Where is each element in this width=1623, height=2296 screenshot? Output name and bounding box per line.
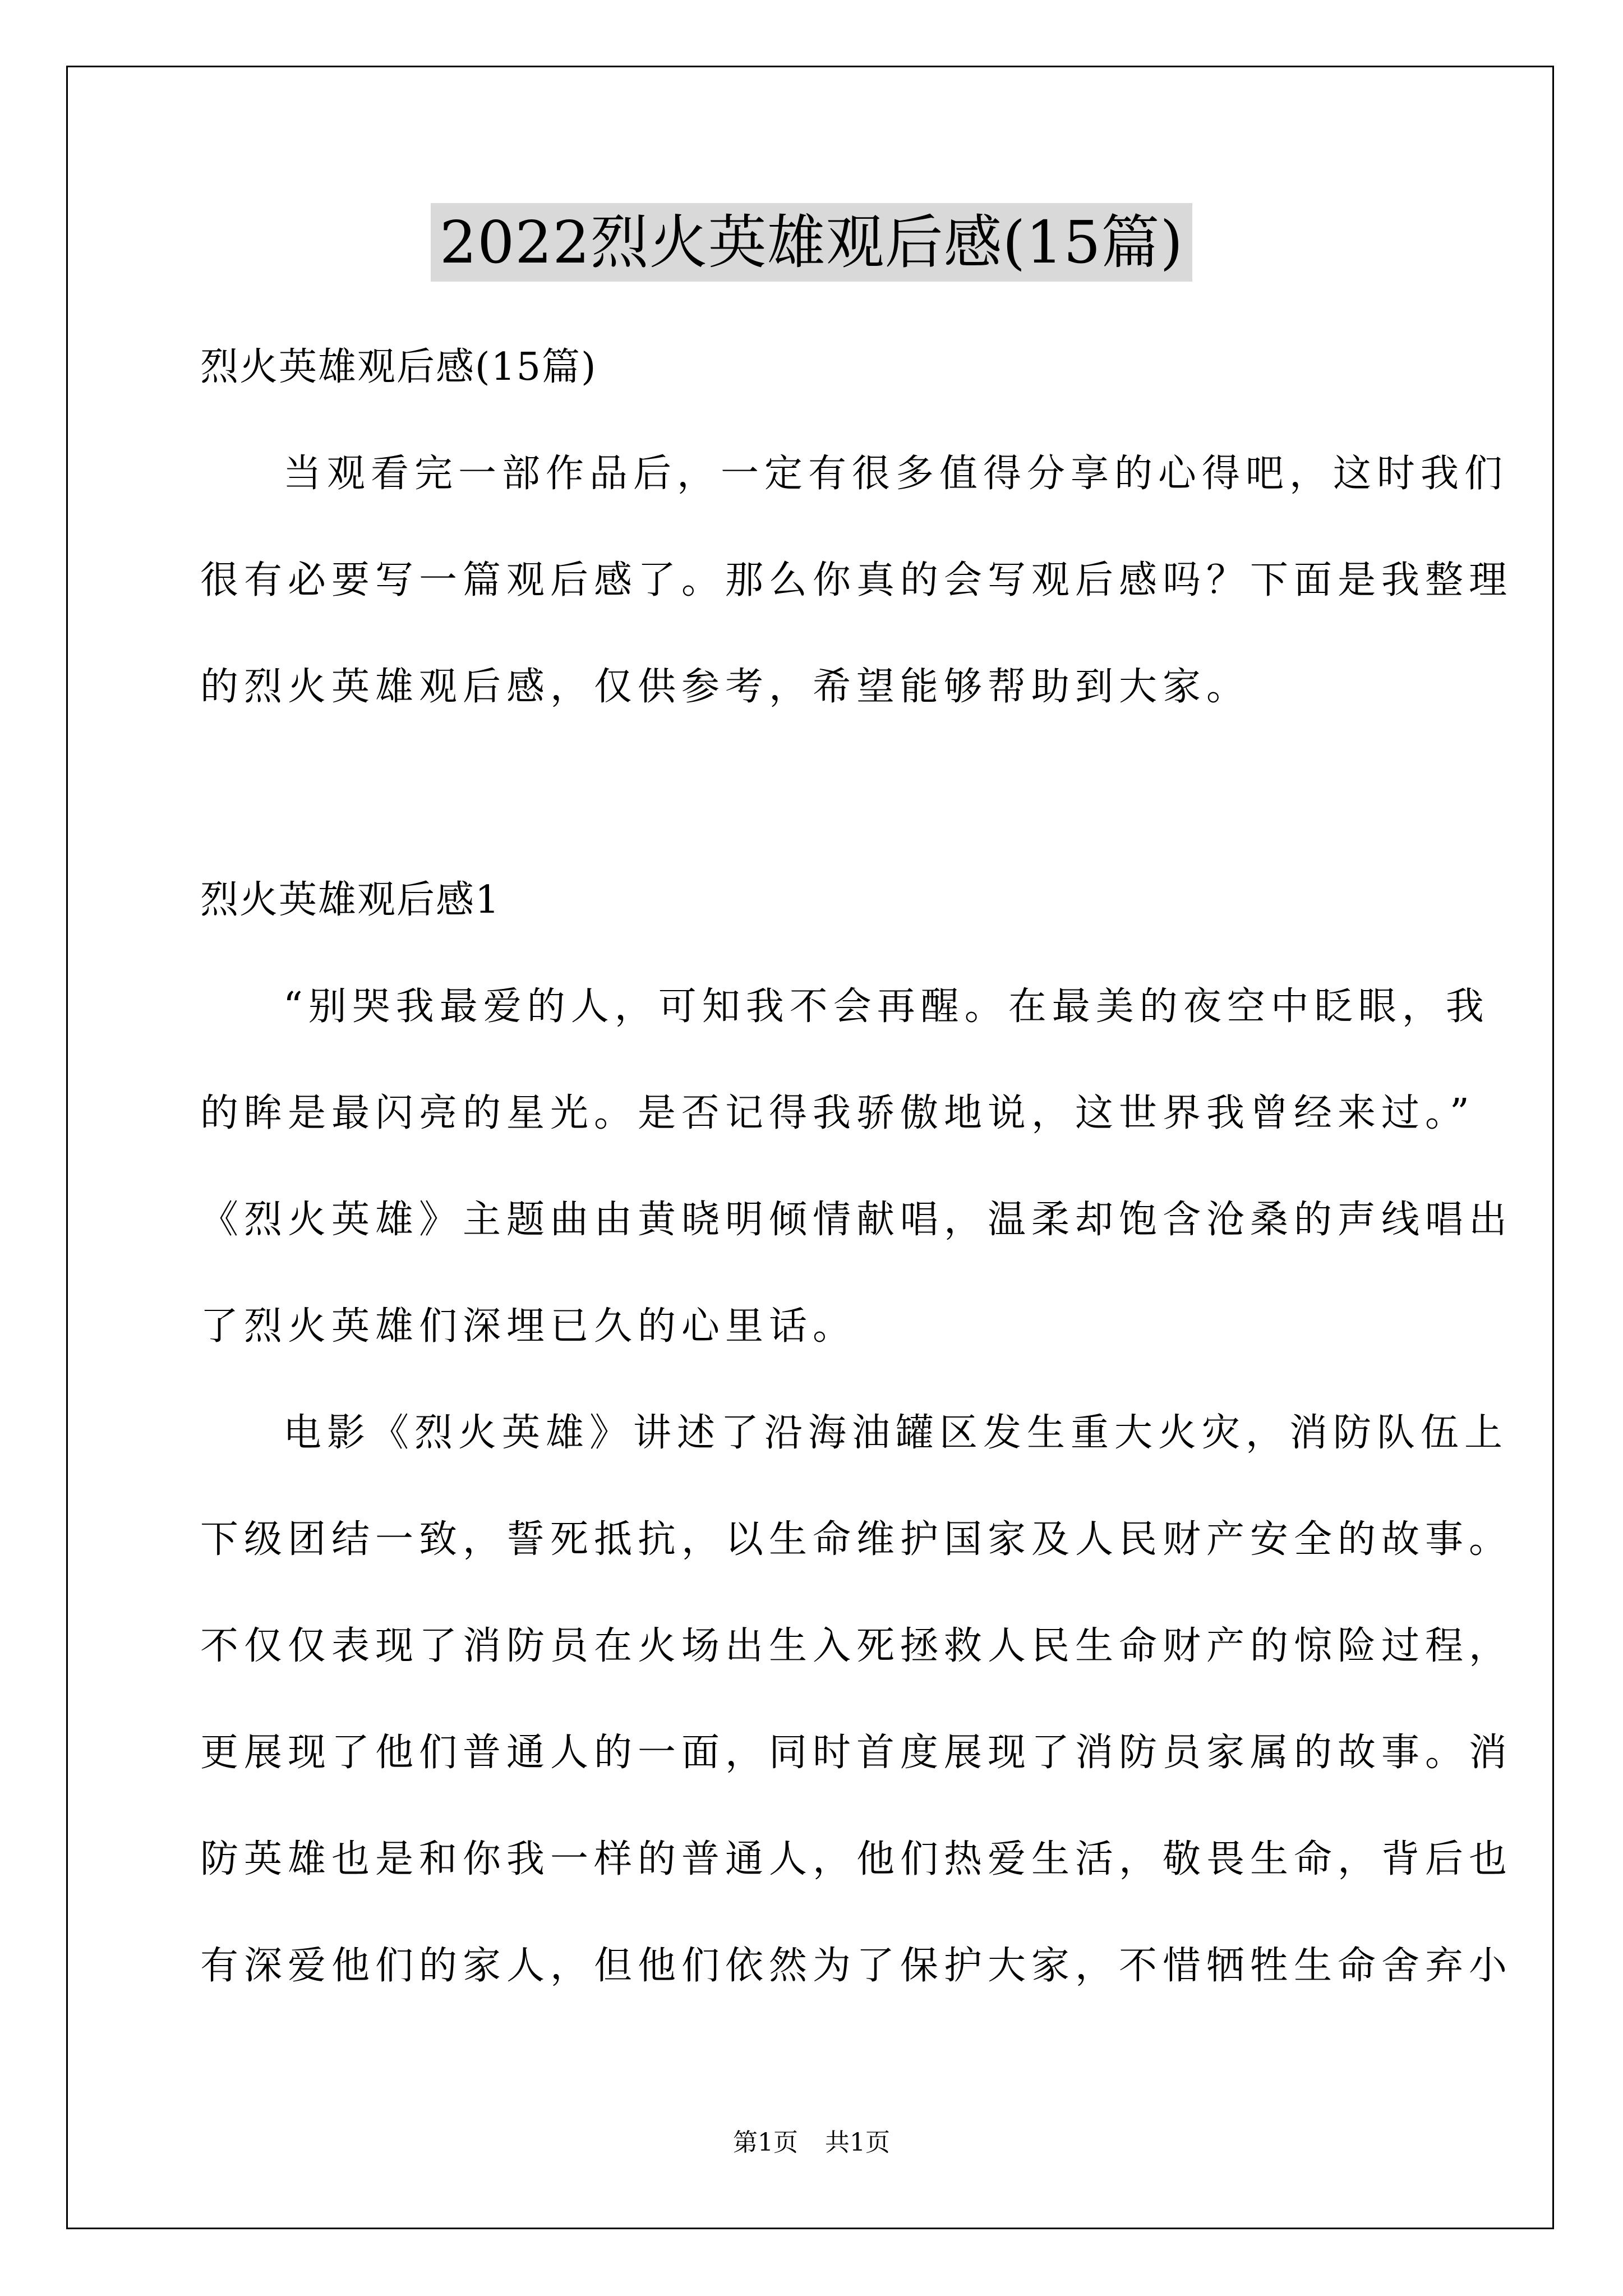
blank-line <box>200 740 1434 847</box>
paragraph-line: 电影《烈火英雄》讲述了沿海油罐区发生重大火灾，消防队伍上 <box>283 1411 1509 1455</box>
document-subtitle: 烈火英雄观后感(15篇) <box>200 345 597 389</box>
page-total: 共1页 <box>825 2128 890 2157</box>
paragraph-line: 不仅仅表现了消防员在火场出生入死拯救人民生命财产的惊险过程， <box>200 1624 1513 1668</box>
document-body <box>200 314 1513 2019</box>
paragraph-line: 下级团结一致，誓死抵抗，以生命维护国家及人民财产安全的故事。 <box>200 1517 1513 1562</box>
paragraph-line: 更展现了他们普通人的一面，同时首度展现了消防员家属的故事。消 <box>200 1731 1513 1775</box>
intro-line: 当观看完一部作品后，一定有很多值得分享的心得吧，这时我们 <box>283 452 1509 496</box>
intro-line: 很有必要写一篇观后感了。那么你真的会写观后感吗？下面是我整理 <box>200 558 1513 602</box>
section-heading: 烈火英雄观后感1 <box>200 878 501 922</box>
paragraph-line: 防英雄也是和你我一样的普通人，他们热爱生活，敬畏生命，背后也 <box>200 1837 1513 1881</box>
paragraph-line: 了烈火英雄们深埋已久的心里话。 <box>200 1304 857 1349</box>
title-container <box>0 203 1623 282</box>
document-title: 2022烈火英雄观后感(15篇) <box>431 203 1192 282</box>
page-footer <box>0 2126 1623 2160</box>
page-number: 第1页 <box>733 2128 798 2157</box>
paragraph-line: 《烈火英雄》主题曲由黄晓明倾情献唱，温柔却饱含沧桑的声线唱出 <box>200 1198 1513 1242</box>
intro-line: 的烈火英雄观后感，仅供参考，希望能够帮助到大家。 <box>200 665 1251 709</box>
paragraph-line: “别哭我最爱的人，可知我不会再醒。在最美的夜空中眨眼，我 <box>283 984 1490 1029</box>
paragraph-line: 的眸是最闪亮的星光。是否记得我骄傲地说，这世界我曾经来过。” <box>200 1091 1475 1135</box>
paragraph-line: 有深爱他们的家人，但他们依然为了保护大家，不惜牺牲生命舍弃小 <box>200 1944 1513 1988</box>
